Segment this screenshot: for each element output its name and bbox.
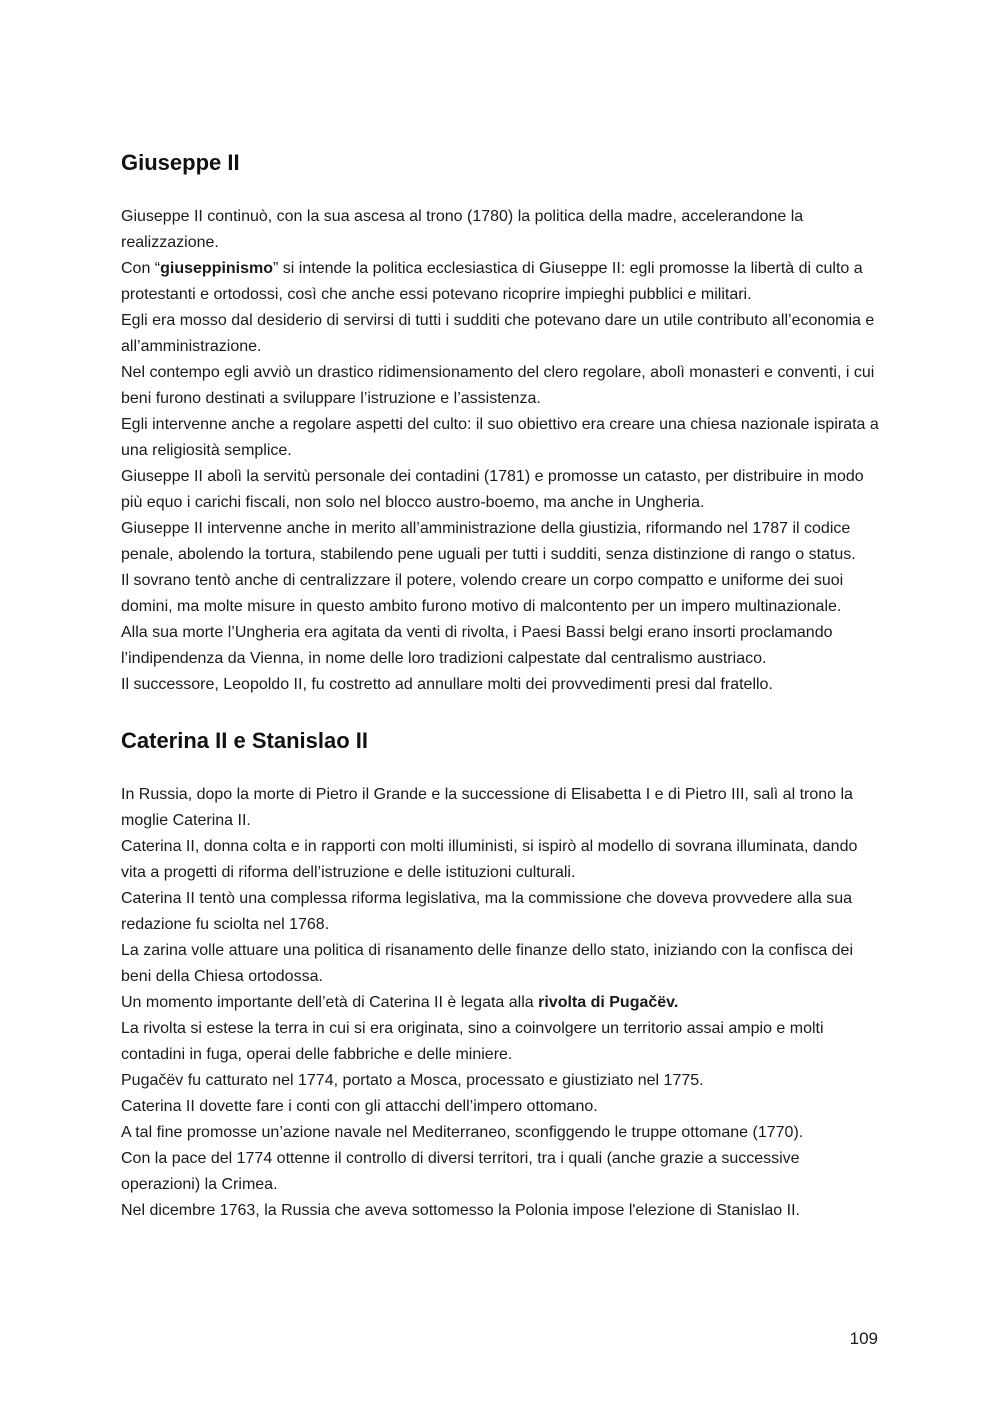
text-run: Caterina II tentò una complessa riforma legislativa, ma la commissione che doveva provvedere alla sua redazione fu sciolta nel 1768. [121, 890, 853, 933]
paragraph [121, 990, 881, 1016]
text-run: Il successore, Leopoldo II, fu costretto ad annullare molti dei provvedimenti presi dal fratello. [121, 676, 773, 693]
text-run: Nel dicembre 1763, la Russia che aveva sottomesso la Polonia impose l'elezione di Stanislao II. [121, 1202, 800, 1219]
paragraph [121, 568, 881, 620]
text-run: Giuseppe II intervenne anche in merito all’amministrazione della giustizia, riformando nel 1787 il codice penale, abolendo la tortura, stabilendo pene uguali per tutti i sudditi, senza distinzione di rango o status. [121, 520, 856, 563]
text-run: Con la pace del 1774 ottenne il controllo di diversi territori, tra i quali (anche grazie a successive operazioni) la Crimea. [121, 1150, 800, 1193]
paragraph [121, 464, 881, 516]
text-run: Nel contempo egli avviò un drastico ridimensionamento del clero regolare, abolì monasteri e conventi, i cui beni furono destinati a sviluppare l’istruzione e l’assistenza. [121, 364, 875, 407]
section-title-giuseppe: Giuseppe II [121, 150, 240, 175]
text-run: La zarina volle attuare una politica di risanamento delle finanze dello stato, iniziando con la confisca dei beni della Chiesa ortodossa. [121, 942, 854, 985]
paragraph [121, 412, 881, 464]
section-title-caterina: Caterina II e Stanislao II [121, 728, 368, 753]
paragraph [121, 256, 881, 308]
text-run: ” si intende la politica ecclesiastica di Giuseppe II: egli promosse la libertà di culto a protestanti e ortodossi, così che anche essi potevano ricoprire impieghi pubblici e militari. [121, 260, 863, 303]
text-run: Giuseppe II abolì la servitù personale dei contadini (1781) e promosse un catasto, per distribuire in modo più equo i carichi fiscali, non solo nel blocco austro-boemo, ma anche in Ungheria. [121, 468, 864, 511]
page-number: 109 [849, 1329, 878, 1348]
text-run: Un momento importante dell’età di Caterina II è legata alla [121, 994, 539, 1011]
paragraph [121, 834, 881, 886]
text-run: A tal fine promosse un’azione navale nel Mediterraneo, sconfiggendo le truppe ottomane (1770). [121, 1124, 804, 1141]
paragraph [121, 1120, 881, 1146]
paragraph [121, 1094, 881, 1120]
text-run: Con “ [121, 260, 161, 277]
paragraph [121, 672, 881, 698]
section-body-giuseppe [121, 204, 881, 698]
text-run: Alla sua morte l’Ungheria era agitata da venti di rivolta, i Paesi Bassi belgi erano insorti proclamando l’indipendenza da Vienna, in nome delle loro tradizioni calpestate dal centralismo austriaco. [121, 624, 833, 667]
bold-term: rivolta di Pugačëv. [538, 994, 679, 1011]
paragraph [121, 308, 881, 360]
paragraph [121, 360, 881, 412]
text-run: Caterina II, donna colta e in rapporti con molti illuministi, si ispirò al modello di sovrana illuminata, dando vita a progetti di riforma dell’istruzione e delle istituzioni culturali. [121, 838, 858, 881]
text-run: Pugačëv fu catturato nel 1774, portato a Mosca, processato e giustiziato nel 1775. [121, 1072, 704, 1089]
paragraph [121, 620, 881, 672]
paragraph [121, 782, 881, 834]
text-run: In Russia, dopo la morte di Pietro il Grande e la successione di Elisabetta I e di Pietro III, salì al trono la moglie Caterina II. [121, 786, 853, 829]
document-page [121, 148, 881, 1224]
section-body-caterina [121, 782, 881, 1224]
paragraph [121, 1068, 881, 1094]
text-run: La rivolta si estese la terra in cui si era originata, sino a coinvolgere un territorio assai ampio e molti contadini in fuga, operai delle fabbriche e delle miniere. [121, 1020, 824, 1063]
paragraph [121, 1146, 881, 1198]
text-run: Il sovrano tentò anche di centralizzare il potere, volendo creare un corpo compatto e uniforme dei suoi domini, ma molte misure in questo ambito furono motivo di malcontento per un impero multinazionale. [121, 572, 844, 615]
text-run: Giuseppe II continuò, con la sua ascesa al trono (1780) la politica della madre, accelerandone la realizzazione. [121, 208, 804, 251]
paragraph [121, 886, 881, 938]
paragraph [121, 938, 881, 990]
text-run: Egli intervenne anche a regolare aspetti del culto: il suo obiettivo era creare una chiesa nazionale ispirata a una religiosità semplice. [121, 416, 879, 459]
paragraph [121, 1198, 881, 1224]
paragraph [121, 1016, 881, 1068]
text-run: Caterina II dovette fare i conti con gli attacchi dell’impero ottomano. [121, 1098, 598, 1115]
paragraph [121, 516, 881, 568]
bold-term: giuseppinismo [160, 260, 274, 277]
paragraph [121, 204, 881, 256]
text-run: Egli era mosso dal desiderio di servirsi di tutti i sudditi che potevano dare un utile contributo all’economia e all’amministrazione. [121, 312, 875, 355]
